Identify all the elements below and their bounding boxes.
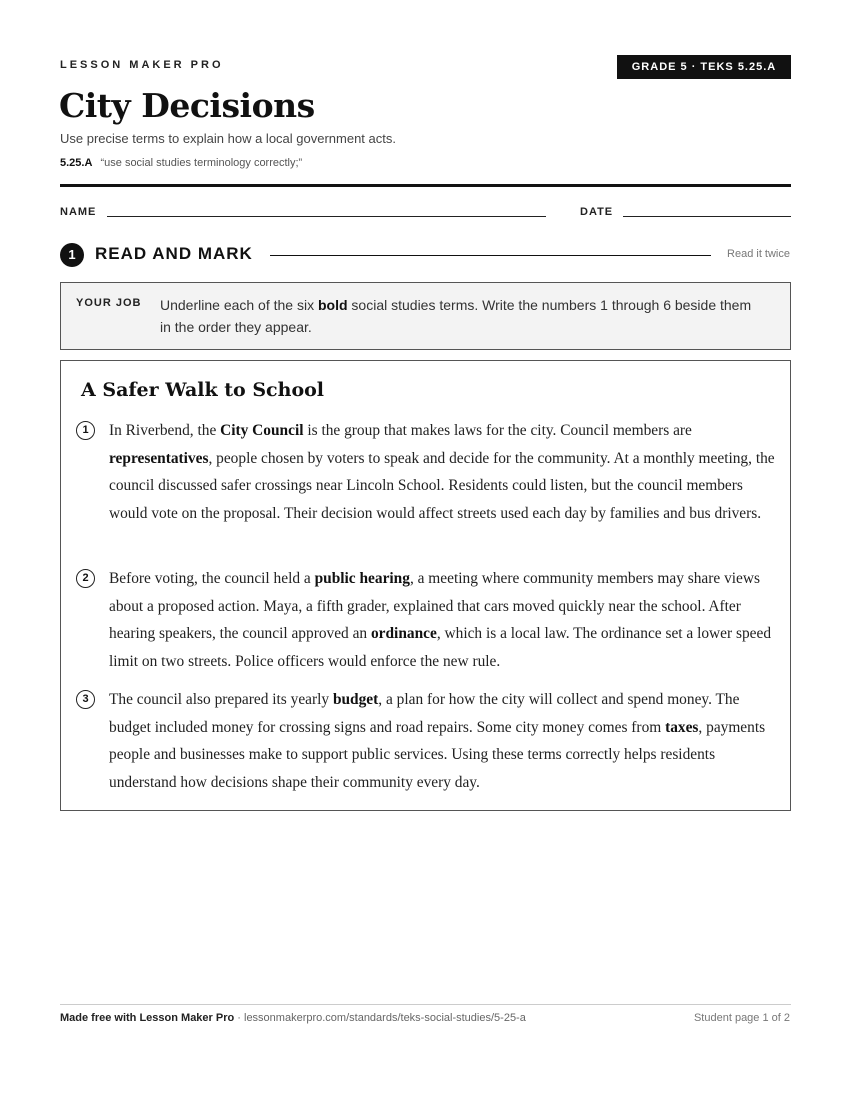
date-field[interactable]: [623, 216, 791, 217]
paragraph-number: 3: [76, 690, 95, 709]
footer-url[interactable]: · lessonmakerpro.com/standards/teks-social-studies/5-25-a: [234, 1012, 526, 1024]
footer-credit: [60, 1012, 526, 1024]
section-divider: [270, 255, 711, 256]
page-subtitle: Use precise terms to explain how a local government acts.: [60, 131, 396, 146]
text-run: , a meeting where community members may share views about a proposed action. Maya, a fifth grader, explained that cars moved quickly near the school. After hearing speakers, the council approved an: [109, 570, 760, 642]
text-run: In Riverbend, the: [109, 422, 221, 439]
key-term[interactable]: ordinance: [370, 625, 437, 642]
name-field[interactable]: [107, 216, 546, 217]
instructions-text-end: social studies terms. Write the numbers 1 through 6 beside them in the order they appear.: [160, 297, 752, 335]
paragraph-number: 1: [76, 421, 95, 440]
brand-name: LESSON MAKER PRO: [60, 59, 224, 71]
footer-divider: [60, 1004, 791, 1005]
paragraph-text: [109, 565, 779, 675]
header-divider: [60, 184, 791, 187]
page-title: City Decisions: [59, 86, 315, 125]
instructions-box: [60, 282, 791, 350]
paragraph-number: 2: [76, 569, 95, 588]
section-note: Read it twice: [727, 248, 790, 260]
paragraph-text: [109, 417, 779, 527]
footer-page-number: Student page 1 of 2: [693, 1012, 790, 1024]
section-number-badge: 1: [60, 243, 84, 267]
name-label: NAME: [60, 206, 97, 218]
standard-text: “use social studies terminology correctly;”: [100, 157, 303, 169]
passage-title: A Safer Walk to School: [81, 379, 325, 401]
standard-code: 5.25.A: [60, 157, 93, 169]
date-label: DATE: [580, 206, 614, 218]
standard-reference: [60, 157, 302, 169]
section-title: READ AND MARK: [95, 244, 253, 263]
text-run: is the group that makes laws for the city. Council members are: [303, 422, 692, 439]
text-run: The council also prepared its yearly: [109, 691, 333, 708]
text-run: , a plan for how the city will collect and spend money. The budget included money for crossing signs and road repairs. Some city money comes from: [109, 691, 740, 736]
text-run: Before voting, the council held a: [109, 570, 315, 587]
key-term[interactable]: representatives: [109, 449, 209, 467]
text-run: , people chosen by voters to speak and decide for the community. At a monthly meeting, the council discussed safer crossings near Lincoln School. Residents could listen, but the council members would vote on the proposal. Their decision would affect streets used each day by families and bus drivers.: [109, 449, 775, 522]
text-run: , payments people and businesses make to support public services. Using these terms correctly helps residents understand how decisions shape their community every day.: [109, 718, 766, 791]
reading-passage: [60, 360, 791, 811]
key-term[interactable]: City Council: [220, 422, 304, 439]
grade-badge: GRADE 5 · TEKS 5.25.A: [617, 55, 791, 79]
instructions-text: [160, 294, 760, 338]
key-term[interactable]: public hearing: [314, 570, 410, 587]
instructions-label: YOUR JOB: [76, 297, 142, 309]
footer-made-by: Made free with Lesson Maker Pro: [60, 1012, 235, 1024]
paragraph-text: [109, 686, 779, 796]
instructions-text-bold: bold: [317, 297, 348, 313]
text-run: , which is a local law. The ordinance set a lower speed limit on two streets. Police officers would enforce the new rule.: [109, 625, 772, 670]
key-term[interactable]: budget: [332, 691, 379, 708]
key-term[interactable]: taxes: [665, 718, 699, 736]
instructions-text-start: Underline each of the six: [160, 297, 318, 313]
